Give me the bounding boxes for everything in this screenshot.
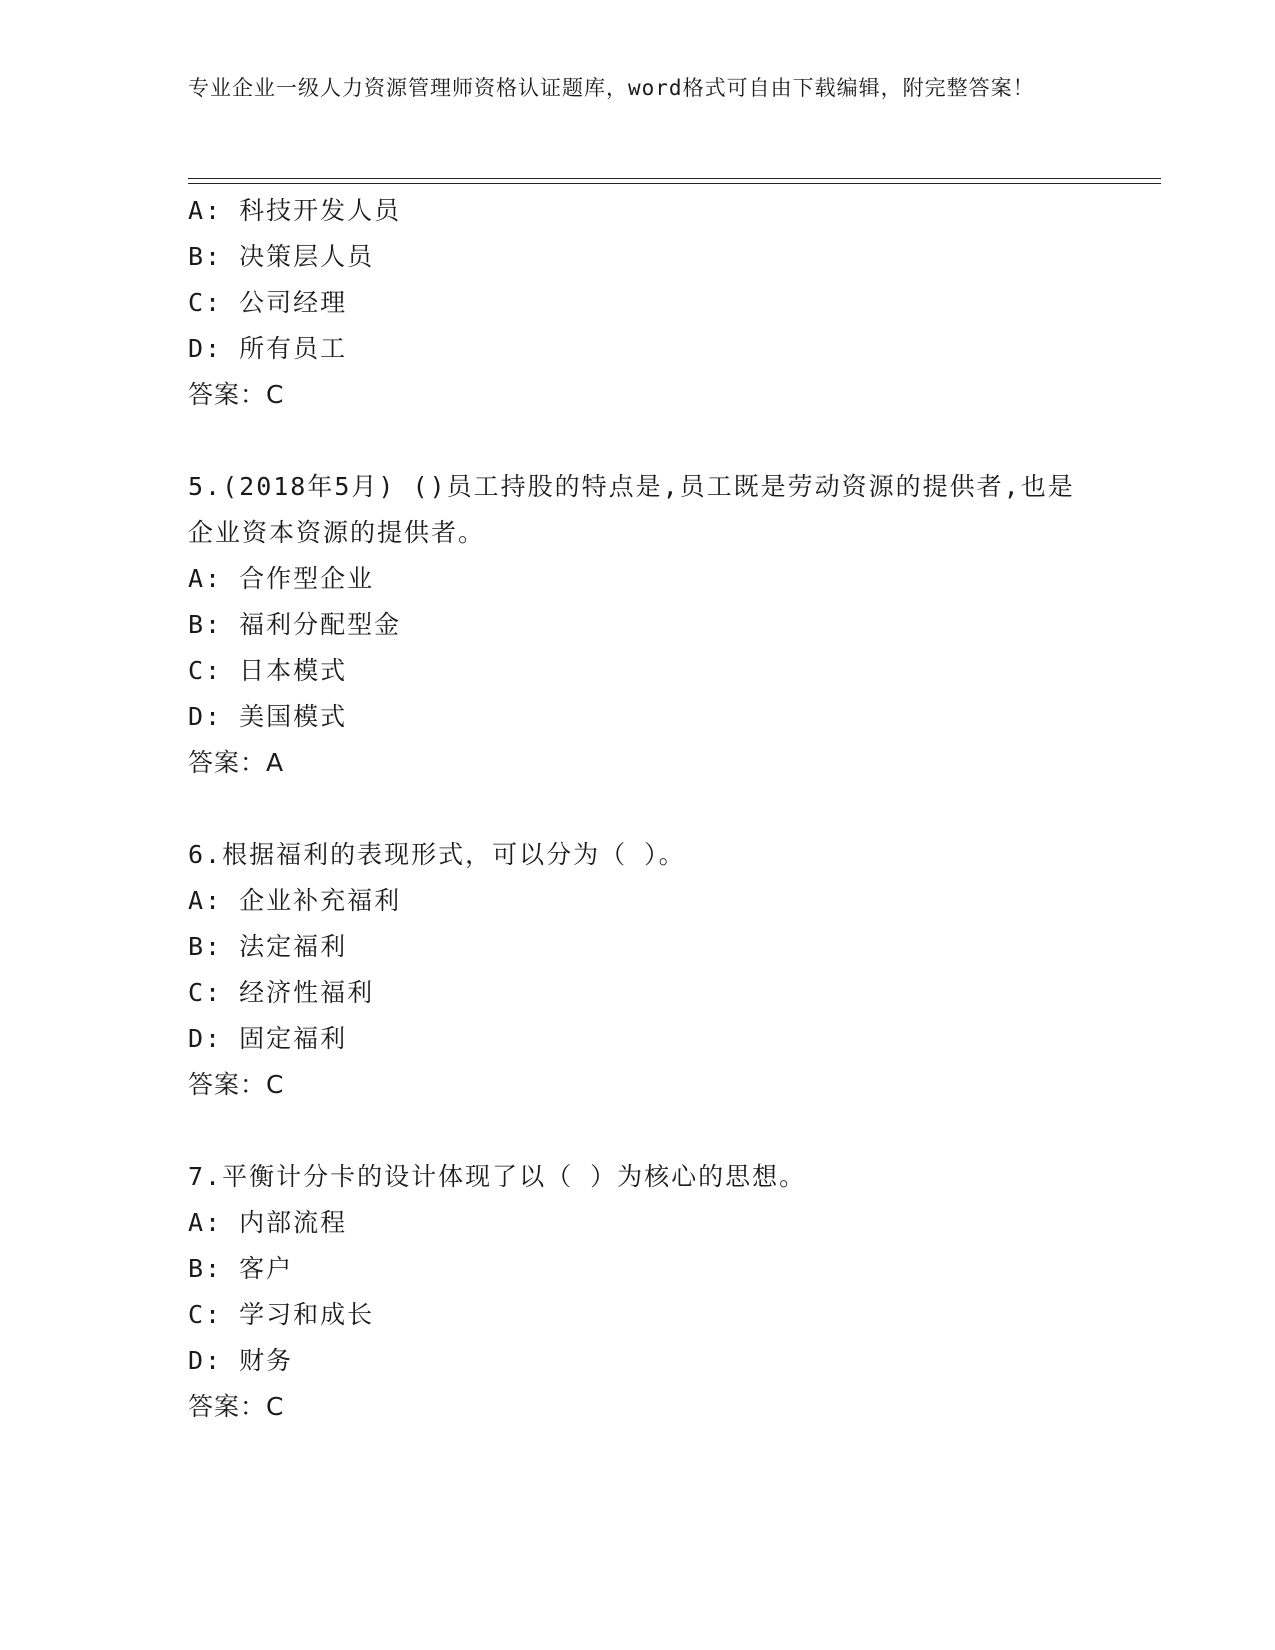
option-b: B: 福利分配型金 <box>188 610 402 639</box>
option-d: D: 所有员工 <box>188 334 348 363</box>
answer: 答案：A <box>188 748 285 777</box>
option-d: D: 固定福利 <box>188 1024 348 1053</box>
question-list <box>188 188 1088 1430</box>
option-c: C: 公司经理 <box>188 288 348 317</box>
answer: 答案：C <box>188 1070 285 1099</box>
question-4-continued <box>188 188 1088 418</box>
option-b: B: 客户 <box>188 1254 294 1283</box>
header-text: 专业企业一级人力资源管理师资格认证题库，word格式可自由下载编辑，附完整答案！ <box>188 76 1035 100</box>
header-divider-bottom <box>188 183 1161 184</box>
option-d: D: 财务 <box>188 1346 294 1375</box>
answer: 答案：C <box>188 1392 285 1421</box>
option-a: A: 科技开发人员 <box>188 196 402 225</box>
option-d: D: 美国模式 <box>188 702 348 731</box>
option-a: A: 企业补充福利 <box>188 886 402 915</box>
header-divider-top <box>188 178 1161 179</box>
answer: 答案：C <box>188 380 285 409</box>
option-c: C: 学习和成长 <box>188 1300 375 1329</box>
option-b: B: 决策层人员 <box>188 242 375 271</box>
option-b: B: 法定福利 <box>188 932 348 961</box>
option-c: C: 经济性福利 <box>188 978 375 1007</box>
document-header <box>188 72 1088 104</box>
option-a: A: 内部流程 <box>188 1208 348 1237</box>
question-6 <box>188 832 1088 1108</box>
option-a: A: 合作型企业 <box>188 564 375 593</box>
question-text: 6.根据福利的表现形式，可以分为（ ）。 <box>188 840 686 869</box>
option-c: C: 日本模式 <box>188 656 348 685</box>
question-text: 7.平衡计分卡的设计体现了以（ ）为核心的思想。 <box>188 1162 807 1191</box>
question-text: 5.(2018年5月) ()员工持股的特点是,员工既是劳动资源的提供者,也是企业资本资源的提供者。 <box>188 472 1075 547</box>
question-5 <box>188 464 1088 786</box>
question-7 <box>188 1154 1088 1430</box>
